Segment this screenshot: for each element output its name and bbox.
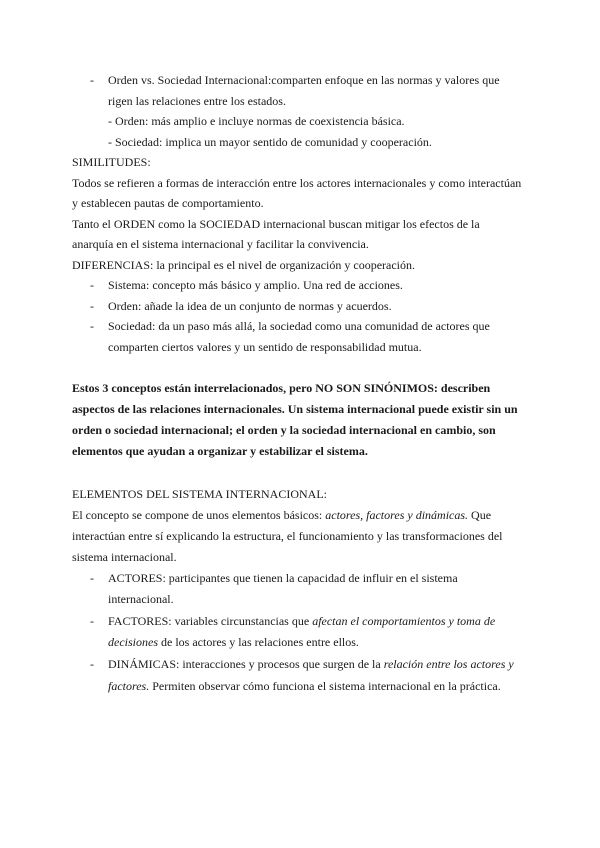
- intro-text: El concepto se compone de unos elementos básicos:: [72, 508, 326, 522]
- elementos-intro-line-3: sistema internacional.: [72, 550, 177, 564]
- actores-line-1: ACTORES: participantes que tienen la capacidad de influir en el sistema: [108, 571, 458, 585]
- diferencias-orden: Orden: añade la idea de un conjunto de normas y acuerdos.: [108, 299, 392, 313]
- actores-line-2: internacional.: [108, 592, 174, 606]
- factores-line-1: [108, 611, 495, 632]
- similitudes-heading: SIMILITUDES:: [72, 155, 151, 169]
- factores-italic: afectan el comportamientos y toma de: [312, 614, 496, 628]
- factores-text-2: de los actores y las relaciones entre ellos.: [158, 635, 359, 649]
- factores-text: FACTORES: variables circunstancias que: [108, 614, 313, 628]
- orden-vs-sociedad-line-2: rigen las relaciones entre los estados.: [108, 94, 286, 108]
- bold-note-line-1: Estos 3 conceptos están interrelacionados, pero NO SON SINÓNIMOS: describen: [72, 381, 491, 395]
- bullet-dash: -: [90, 299, 94, 313]
- factores-line-2: [108, 632, 359, 653]
- bullet-dash: -: [90, 319, 94, 333]
- bold-note-line-4: elementos que ayudan a organizar y estabilizar el sistema.: [72, 444, 368, 458]
- dinamicas-text-2: Permiten observar cómo funciona el sistema internacional en la práctica.: [149, 679, 501, 693]
- dinamicas-line-2: [108, 676, 501, 697]
- factores-italic-2: decisiones: [108, 635, 158, 649]
- elementos-intro-line-2: interactúan entre sí explicando la estructura, el funcionamiento y las transformaciones del: [72, 529, 503, 543]
- bold-note-line-3: orden o sociedad internacional; el orden y la sociedad internacional en cambio, son: [72, 423, 496, 437]
- similitudes-p1-line-1: Todos se refieren a formas de interacción entre los actores internacionales y como interactúan: [72, 176, 522, 190]
- bold-note-line-2: aspectos de las relaciones internacionales. Un sistema internacional puede existir sin un: [72, 402, 518, 416]
- bullet-dash: -: [90, 657, 94, 671]
- bullet-dash: -: [90, 614, 94, 628]
- dinamicas-text: DINÁMICAS: interacciones y procesos que surgen de la: [108, 657, 384, 671]
- bullet-dash: -: [90, 73, 94, 87]
- bullet-dash: -: [90, 278, 94, 292]
- elementos-heading: ELEMENTOS DEL SISTEMA INTERNACIONAL:: [72, 487, 327, 501]
- bullet-dash: -: [90, 571, 94, 585]
- sociedad-definition: - Sociedad: implica un mayor sentido de comunidad y cooperación.: [108, 135, 432, 149]
- elementos-intro-line-1: [72, 505, 491, 526]
- diferencias-sistema: Sistema: concepto más básico y amplio. Una red de acciones.: [108, 278, 403, 292]
- similitudes-p2-line-1: Tanto el ORDEN como la SOCIEDAD internacional buscan mitigar los efectos de la: [72, 217, 480, 231]
- dinamicas-italic-2: factores.: [108, 679, 150, 693]
- dinamicas-line-1: [108, 654, 514, 675]
- dinamicas-italic: relación entre los actores y: [383, 657, 514, 671]
- diferencias-sociedad-line-2: comparten ciertos valores y un sentido de responsabilidad mutua.: [108, 340, 422, 354]
- similitudes-p2-line-2: anarquía en el sistema internacional y facilitar la convivencia.: [72, 237, 369, 251]
- diferencias-heading: DIFERENCIAS: la principal es el nivel de organización y cooperación.: [72, 258, 416, 272]
- similitudes-p1-line-2: y establecen pautas de comportamiento.: [72, 196, 264, 210]
- orden-vs-sociedad-line-1: Orden vs. Sociedad Internacional:comparten enfoque en las normas y valores que: [108, 73, 500, 87]
- orden-definition: - Orden: más amplio e incluye normas de coexistencia básica.: [108, 114, 405, 128]
- intro-text-end: Que: [468, 508, 492, 522]
- diferencias-sociedad-line-1: Sociedad: da un paso más allá, la sociedad como una comunidad de actores que: [108, 319, 490, 333]
- intro-italic: actores, factores y dinámicas.: [325, 508, 469, 522]
